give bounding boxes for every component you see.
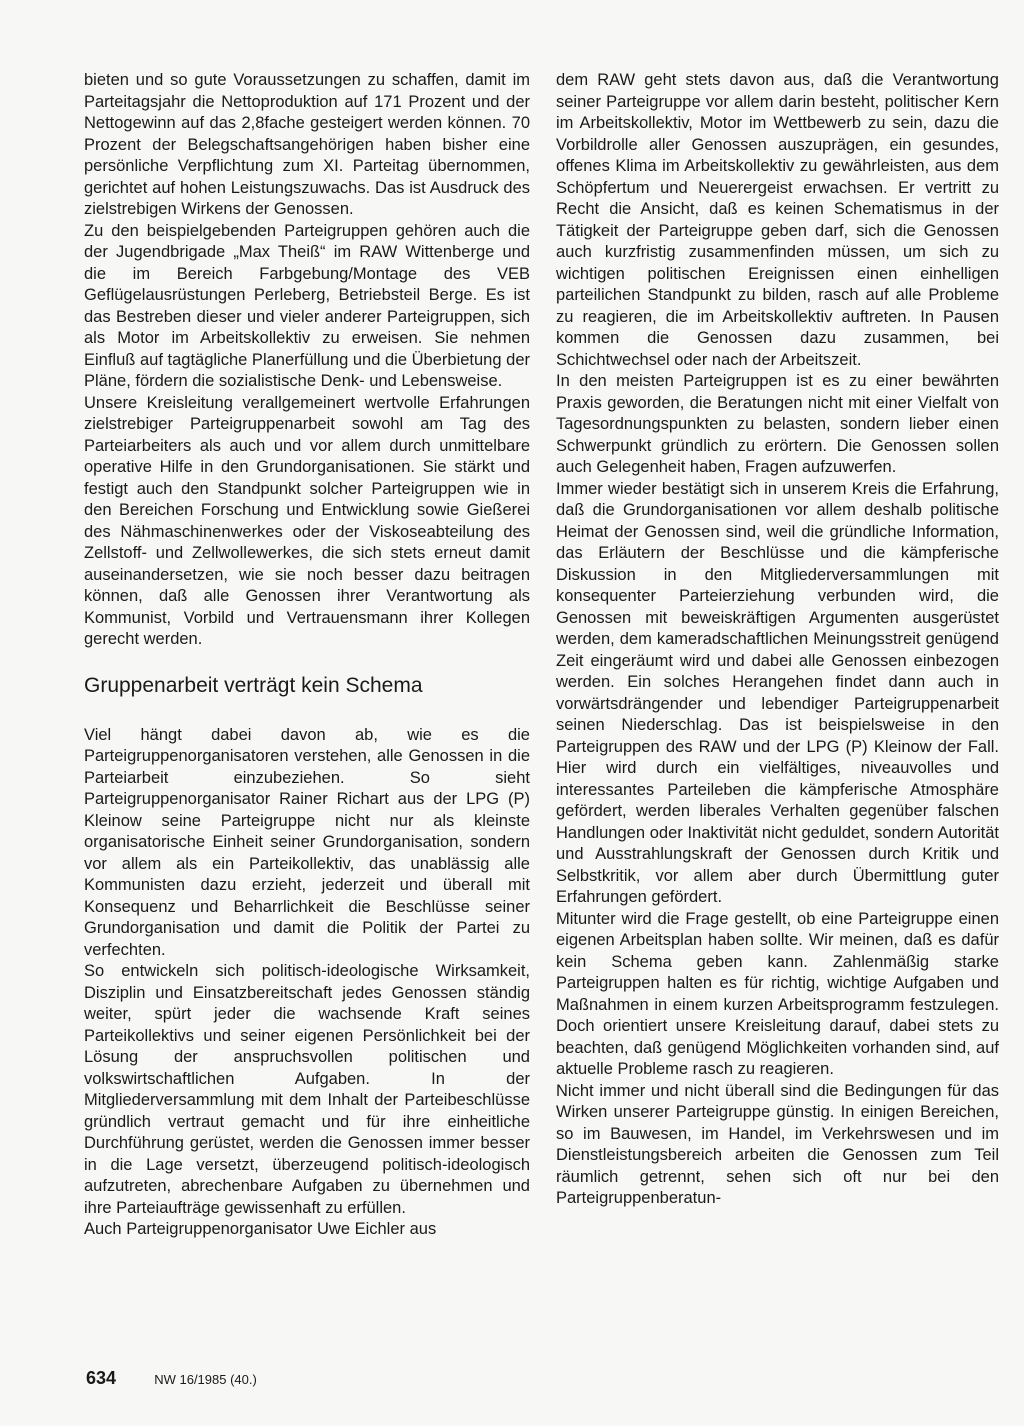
source-reference: NW 16/1985 (40.): [154, 1372, 257, 1387]
page-footer: [86, 1368, 257, 1389]
page-number: 634: [86, 1368, 117, 1388]
section-heading: Gruppenarbeit verträgt kein Schema: [84, 673, 423, 697]
right-column: [556, 70, 999, 1210]
paragraph: Unsere Kreisleitung verallgemeinert wertvolle Erfahrungen zielstrebiger Parteigruppenarbeit sowohl am Tag des Parteiarbeiters als auch und vor allem durch unmittelbare operative Hilfe in den Grundorganisationen. Sie stärkt und festigt auch den Standpunkt solcher Parteigruppen wie in den Bereichen Forschung und Entwicklung sowie Gießerei des Nähmaschinenwerkes oder der Viskoseabteilung des Zellstoff- und Zellwollewerkes, die sich stets erneut damit auseinandersetzen, wie sie noch besser dazu beitragen können, daß alle Genossen ihrer Verantwortung als Kommunist, Vorbild und Vertrauensmann ihrer Kollegen gerecht werden.: [84, 393, 530, 648]
paragraph: dem RAW geht stets davon aus, daß die Verantwortung seiner Parteigruppe vor allem darin besteht, politischer Kern im Arbeitskollektiv, Motor im Wettbewerb zu sein, dazu die Vorbildrolle aller Genossen auszuprägen, ein gesundes, offenes Klima im Arbeitskollektiv zu gewährleisten, aus dem Schöpfertum und Neuerergeist erwachsen. Er vertritt zu Recht die Ansicht, daß es keinen Schematismus in der Tätigkeit der Parteigruppe geben darf, sich die Genossen auch kurzfristig zusammenfinden müssen, um sich zu wichtigen politischen Ereignissen einen einhelligen parteilichen Standpunkt zu bilden, rasch auf alle Probleme zu reagieren, die im Arbeitskollektiv auftreten. In Pausen kommen die Genossen dazu zusammen, bei Schichtwechsel oder nach der Arbeitszeit.: [556, 71, 999, 369]
paragraph: Mitunter wird die Frage gestellt, ob eine Parteigruppe einen eigenen Arbeitsplan haben sollte. Wir meinen, daß es dafür kein Schema geben kann. Zahlenmäßig starke Parteigruppen halten es für richtig, wichtige Aufgaben und Maßnahmen in einem kurzen Arbeitsprogramm festzulegen. Doch orientiert unsere Kreisleitung darauf, dabei stets zu beachten, daß genügend Möglichkeiten vorhanden sind, auf aktuelle Probleme rasch zu reagieren.: [556, 909, 999, 1078]
paragraph: bieten und so gute Voraussetzungen zu schaffen, damit im Parteitagsjahr die Nettoproduktion auf 171 Prozent und der Nettogewinn auf das 2,8fache gesteigert werden können. 70 Prozent der Belegschaftsangehörigen haben bisher eine persönliche Verpflichtung zum XI. Parteitag übernommen, gerichtet auf hohen Leistungszuwachs. Das ist Ausdruck des zielstrebigen Wirkens der Genossen.: [84, 71, 530, 218]
paragraph: Zu den beispielgebenden Parteigruppen gehören auch die der Jugendbrigade „Max Theiß“ im RAW Wittenberge und die im Bereich Farbgebung/Montage des VEB Geflügelausrüstungen Perleberg, Betriebsteil Berge. Es ist das Bestreben dieser und vieler anderer Parteigruppen, sich als Motor im Arbeitskollektiv zu erweisen. Sie nehmen Einfluß auf tagtägliche Planerfüllung und die Überbietung der Pläne, fördern die sozialistische Denk- und Lebensweise.: [84, 221, 530, 390]
paragraph: Viel hängt dabei davon ab, wie es die Parteigruppenorganisatoren verstehen, alle Genossen in die Parteiarbeit einzubeziehen. So sieht Parteigruppenorganisator Rainer Richart aus der LPG (P) Kleinow seine Parteigruppe nicht nur als kleinste organisatorische Einheit seiner Grundorganisation, sondern vor allem als ein Parteikollektiv, das unablässig alle Kommunisten dazu erzieht, jederzeit und überall mit Konsequenz und Beharrlichkeit die Beschlüsse seiner Grundorganisation und damit die Politik der Partei zu verfechten.: [84, 725, 530, 959]
paragraph: So entwickeln sich politisch-ideologische Wirksamkeit, Disziplin und Einsatzbereitschaft jedes Genossen ständig weiter, spürt jeder die wachsende Kraft seines Parteikollektivs und seiner eigenen Persönlichkeit bei der Lösung der anspruchsvollen politischen und volkswirtschaftlichen Aufgaben. In der Mitgliederversammlung mit dem Inhalt der Parteibeschlüsse gründlich vertraut gemacht und für ihre einheitliche Durchführung gerüstet, werden die Genossen immer besser in die Lage versetzt, überzeugend politisch-ideologisch aufzutreten, abrechenbare Aufgaben zu übernehmen und ihre Parteiaufträge gewissenhaft zu erfüllen.: [84, 962, 530, 1217]
paragraph: In den meisten Parteigruppen ist es zu einer bewährten Praxis geworden, die Beratungen nicht mit einer Vielfalt von Tagesordnungspunkten zu belasten, sondern lieber einen Schwerpunkt gründlich zu erörtern. Die Genossen sollen auch Gelegenheit haben, Fragen aufzuwerfen.: [556, 372, 999, 476]
paragraph: Nicht immer und nicht überall sind die Bedingungen für das Wirken unserer Parteigruppe günstig. In einigen Bereichen, so im Bauwesen, im Handel, im Verkehrswesen und im Dienstleistungsbereich arbeiten die Genossen zum Teil räumlich getrennt, sehen sich oft nur bei den Parteigruppenberatun-: [556, 1081, 999, 1207]
left-column: [84, 70, 530, 1241]
paragraph: Auch Parteigruppenorganisator Uwe Eichler aus: [84, 1220, 437, 1238]
paragraph: Immer wieder bestätigt sich in unserem Kreis die Erfahrung, daß die Grundorganisationen vor allem deshalb politische Heimat der Genossen sind, weil die gründliche Information, das Erläutern der Beschlüsse und die kämpferische Diskussion in den Mitgliederversammlungen mit konsequenter Parteierziehung verbunden wird, die Genossen mit beweiskräftigen Argumenten ausgerüstet werden, dem kameradschaftlichen Meinungsstreit genügend Zeit eingeräumt wird und dabei alle Genossen einbezogen werden. Ein solches Herangehen findet dann auch in vorwärtsdrängender und lebendiger Parteigruppenarbeit seinen Niederschlag. Das ist beispielsweise in den Parteigruppen des RAW und der LPG (P) Kleinow der Fall. Hier wird durch ein vielfältiges, niveauvolles und interessantes Parteileben die kämpferische Atmosphäre gefördert, werden liberales Verhalten gegenüber falschen Handlungen oder Inaktivität nicht geduldet, sondern Autorität und Ausstrahlungskraft der Genossen durch Kritik und Selbstkritik, vor allem aber durch Übermittlung guter Erfahrungen gefördert.: [556, 479, 999, 906]
